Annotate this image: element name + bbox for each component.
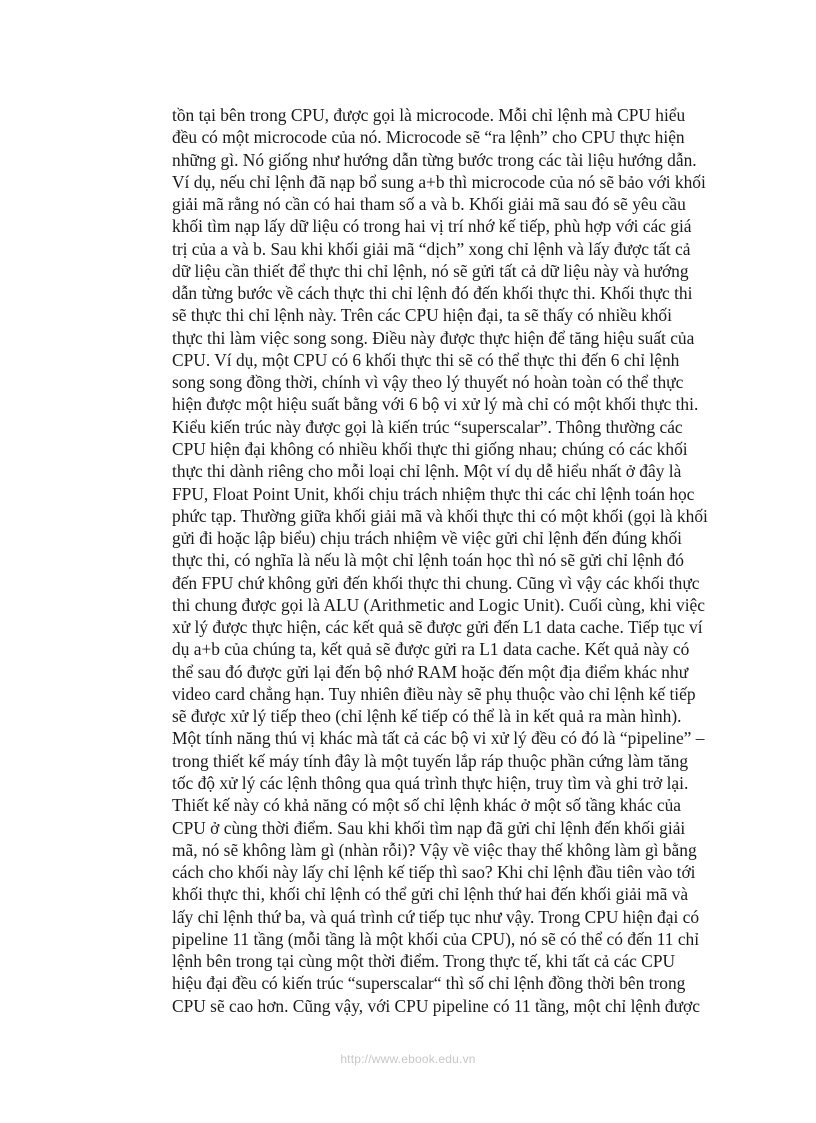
text-line: thể sau đó được gửi lại đến bộ nhớ RAM hoặc đến một địa điểm khác như [172,661,689,682]
text-line: sẽ thực thi chỉ lệnh này. Trên các CPU hiện đại, ta sẽ thấy có nhiều khối [172,305,672,326]
text-line: thực thi dành riêng cho mỗi loại chỉ lệnh. Một ví dụ dễ hiểu nhất ở đây là [172,461,682,482]
text-line: Ví dụ, nếu chỉ lệnh đã nạp bổ sung a+b thì microcode của nó sẽ bảo với khối [172,171,706,192]
text-line: xử lý được thực hiện, các kết quả sẽ được gửi đến L1 data cache. Tiếp tục ví [172,617,703,638]
text-line: trong thiết kế máy tính đây là một tuyến lắp ráp thuộc phần cứng làm tăng [172,750,689,771]
text-line: song song đồng thời, chính vì vậy theo lý thuyết nó hoàn toàn có thể thực [172,372,684,393]
text-line: đến FPU chứ không gửi đến khối thực thi chung. Cũng vì vậy các khối thực [172,572,700,593]
text-line: Kiểu kiến trúc này được gọi là kiến trúc “superscalar”. Thông thường các [172,416,683,437]
text-line: hiện được một hiệu suất bằng với 6 bộ vi xử lý mà chỉ có một khối thực thi. [172,394,699,415]
text-line: giải mã rằng nó cần có hai tham số a và b. Khối giải mã sau đó sẽ yêu cầu [172,194,686,215]
text-line: CPU. Ví dụ, một CPU có 6 khối thực thi sẽ có thể thực thi đến 6 chỉ lệnh [172,349,680,370]
text-line: Thiết kế này có khả năng có một số chỉ lệnh khác ở một số tầng khác của [172,795,682,816]
text-line: khối thực thi, khối chỉ lệnh có thể gửi chỉ lệnh thứ hai đến khối giải mã và [172,884,689,905]
text-line: thực thi làm việc song song. Điều này được thực hiện để tăng hiệu suất của [172,327,695,348]
text-line: video card chẳng hạn. Tuy nhiên điều này sẽ phụ thuộc vào chỉ lệnh kế tiếp [172,683,696,704]
text-line: pipeline 11 tầng (mỗi tầng là một khối của CPU), nó sẽ có thể có đến 11 chỉ [172,928,700,949]
text-line: hiệu đại đều có kiến trúc “superscalar“ thì số chỉ lệnh đồng thời bên trong [172,973,686,994]
text-line: thực thi, có nghĩa là nếu là một chỉ lệnh toán học thì nó sẽ gửi chỉ lệnh đó [172,550,684,571]
text-line: sẽ được xử lý tiếp theo (chỉ lệnh kế tiếp có thể là in kết quả ra màn hình). [172,706,682,727]
text-line: CPU sẽ cao hơn. Cũng vậy, với CPU pipeline có 11 tầng, một chỉ lệnh được [172,995,700,1016]
text-line: tốc độ xử lý các lệnh thông qua quá trình thực hiện, truy tìm và ghi trở lại. [172,772,689,793]
text-line: phức tạp. Thường giữa khối giải mã và khối thực thi có một khối (gọi là khối [172,505,708,526]
text-line: gửi đi hoặc lập biểu) chịu trách nhiệm về việc gửi chỉ lệnh đến đúng khối [172,528,682,549]
text-line: CPU ở cùng thời điểm. Sau khi khối tìm nạp đã gửi chỉ lệnh đến khối giải [172,817,686,838]
text-line: mã, nó sẽ không làm gì (nhàn rỗi)? Vậy về việc thay thế không làm gì bằng [172,839,697,860]
text-line: dụ a+b của chúng ta, kết quả sẽ được gửi ra L1 data cache. Kết quả này có [172,639,690,660]
text-line: cách cho khối này lấy chỉ lệnh kế tiếp thì sao? Khi chỉ lệnh đầu tiên vào tới [172,862,696,883]
text-line: thi chung được gọi là ALU (Arithmetic and Logic Unit). Cuối cùng, khi việc [172,594,705,615]
text-line: Một tính năng thú vị khác mà tất cả các bộ vi xử lý đều có đó là “pipeline” – [172,728,705,749]
text-line: lấy chỉ lệnh thứ ba, và quá trình cứ tiếp tục như vậy. Trong CPU hiện đại có [172,906,700,927]
text-line: tồn tại bên trong CPU, được gọi là microcode. Mỗi chỉ lệnh mà CPU hiểu [172,105,686,125]
text-line: khối tìm nạp lấy dữ liệu có trong hai vị trí nhớ kế tiếp, phù hợp với các giá [172,216,692,237]
text-line: CPU hiện đại không có nhiều khối thực thi giống nhau; chúng có các khối [172,438,688,459]
text-line: đều có một microcode của nó. Microcode sẽ “ra lệnh” cho CPU thực hiện [172,127,685,148]
footer-watermark-url: http://www.ebook.edu.vn [340,1052,476,1066]
text-line: những gì. Nó giống như hướng dẫn từng bước trong các tài liệu hướng dẫn. [172,149,697,170]
text-line: dữ liệu cần thiết để thực thi chỉ lệnh, nó sẽ gửi tất cả dữ liệu này và hướng [172,260,689,281]
body-text [172,104,752,1017]
text-line: FPU, Float Point Unit, khối chịu trách nhiệm thực thi các chỉ lệnh toán học [172,483,695,504]
text-line: lệnh bên trong tại cùng một thời điểm. Trong thực tế, khi tất cả các CPU [172,951,676,972]
text-line: dẫn từng bước về cách thực thi chỉ lệnh đó đến khối thực thi. Khối thực thi [172,283,693,304]
text-line: trị của a và b. Sau khi khối giải mã “dịch” xong chỉ lệnh và lấy được tất cả [172,238,691,259]
